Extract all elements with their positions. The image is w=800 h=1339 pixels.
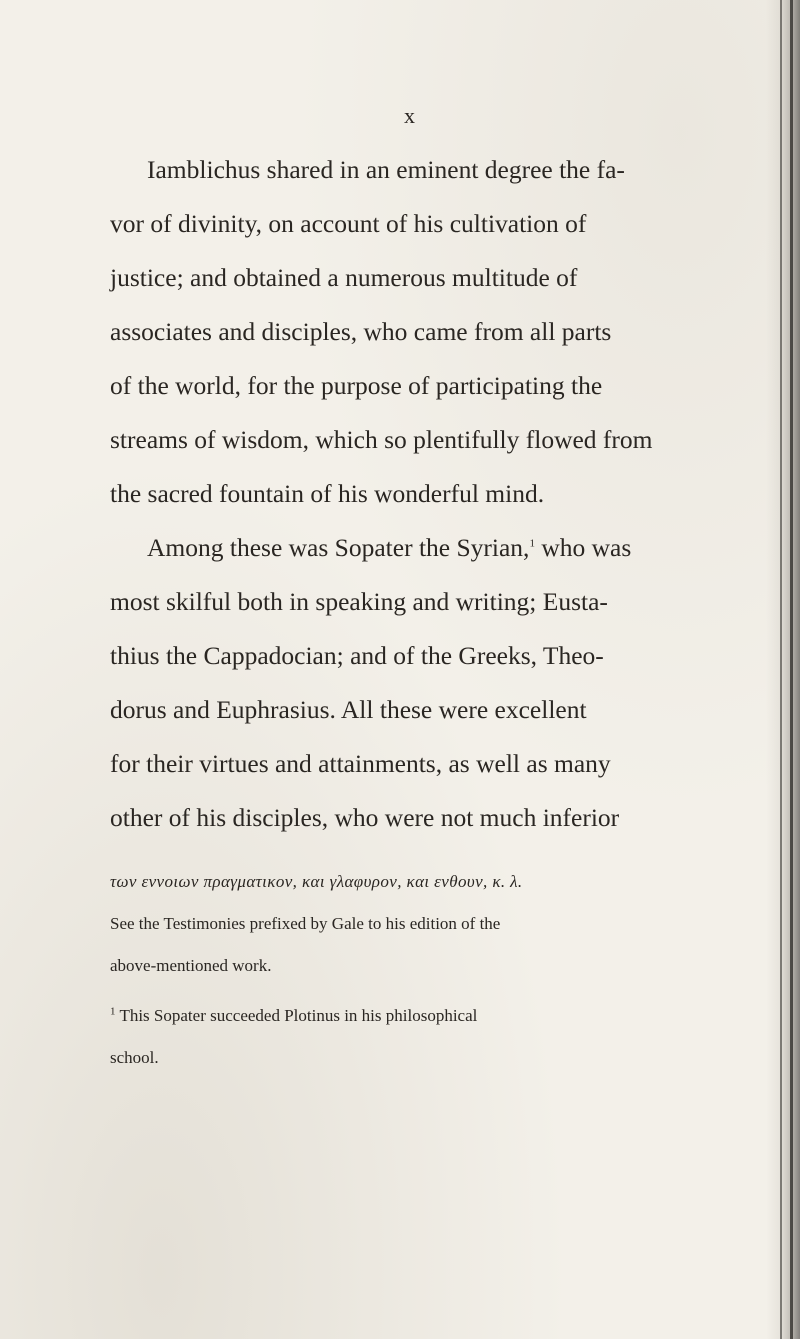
body-line: streams of wisdom, which so plentifully flowed from — [110, 425, 653, 454]
body-line: justice; and obtained a numerous multitude of — [110, 263, 578, 292]
body-line: Iamblichus shared in an eminent degree the fa- — [147, 155, 625, 184]
footnote-line: school. — [110, 1048, 159, 1067]
body-line: most skilful both in speaking and writing; Eusta- — [110, 587, 608, 616]
page-number: x — [404, 103, 416, 128]
footnote-line: See the Testimonies prefixed by Gale to his edition of the — [110, 914, 501, 933]
body-line: the sacred fountain of his wonderful mind. — [110, 479, 545, 508]
footnote-greek: των εννοιων πραγματικον, και γλαφυρον, και ενθουν, κ. λ. — [110, 872, 523, 891]
footnote-line — [110, 1005, 477, 1027]
body-line-text: Among these was Sopater the Syrian, — [147, 533, 530, 562]
body-line: dorus and Euphrasius. All these were excellent — [110, 695, 587, 724]
body-line: associates and disciples, who came from all parts — [110, 317, 612, 346]
body-line: for their virtues and attainments, as well as many — [110, 749, 611, 778]
page-edge-line — [790, 0, 793, 1339]
body-line — [147, 533, 631, 563]
footnote-reference: 1 — [529, 537, 535, 550]
page-edge-shadow — [766, 0, 800, 1339]
body-line: other of his disciples, who were not much inferior — [110, 803, 620, 832]
footnote-line: above-mentioned work. — [110, 956, 272, 975]
body-line: vor of divinity, on account of his cultivation of — [110, 209, 587, 238]
page-edge-line — [780, 0, 782, 1339]
body-line: of the world, for the purpose of participating the — [110, 371, 603, 400]
body-line: thius the Cappadocian; and of the Greeks, Theo- — [110, 641, 604, 670]
footnote-text: This Sopater succeeded Plotinus in his philosophical — [119, 1006, 478, 1025]
footnote-marker: 1 — [110, 1005, 116, 1018]
body-line-text: who was — [541, 533, 632, 562]
